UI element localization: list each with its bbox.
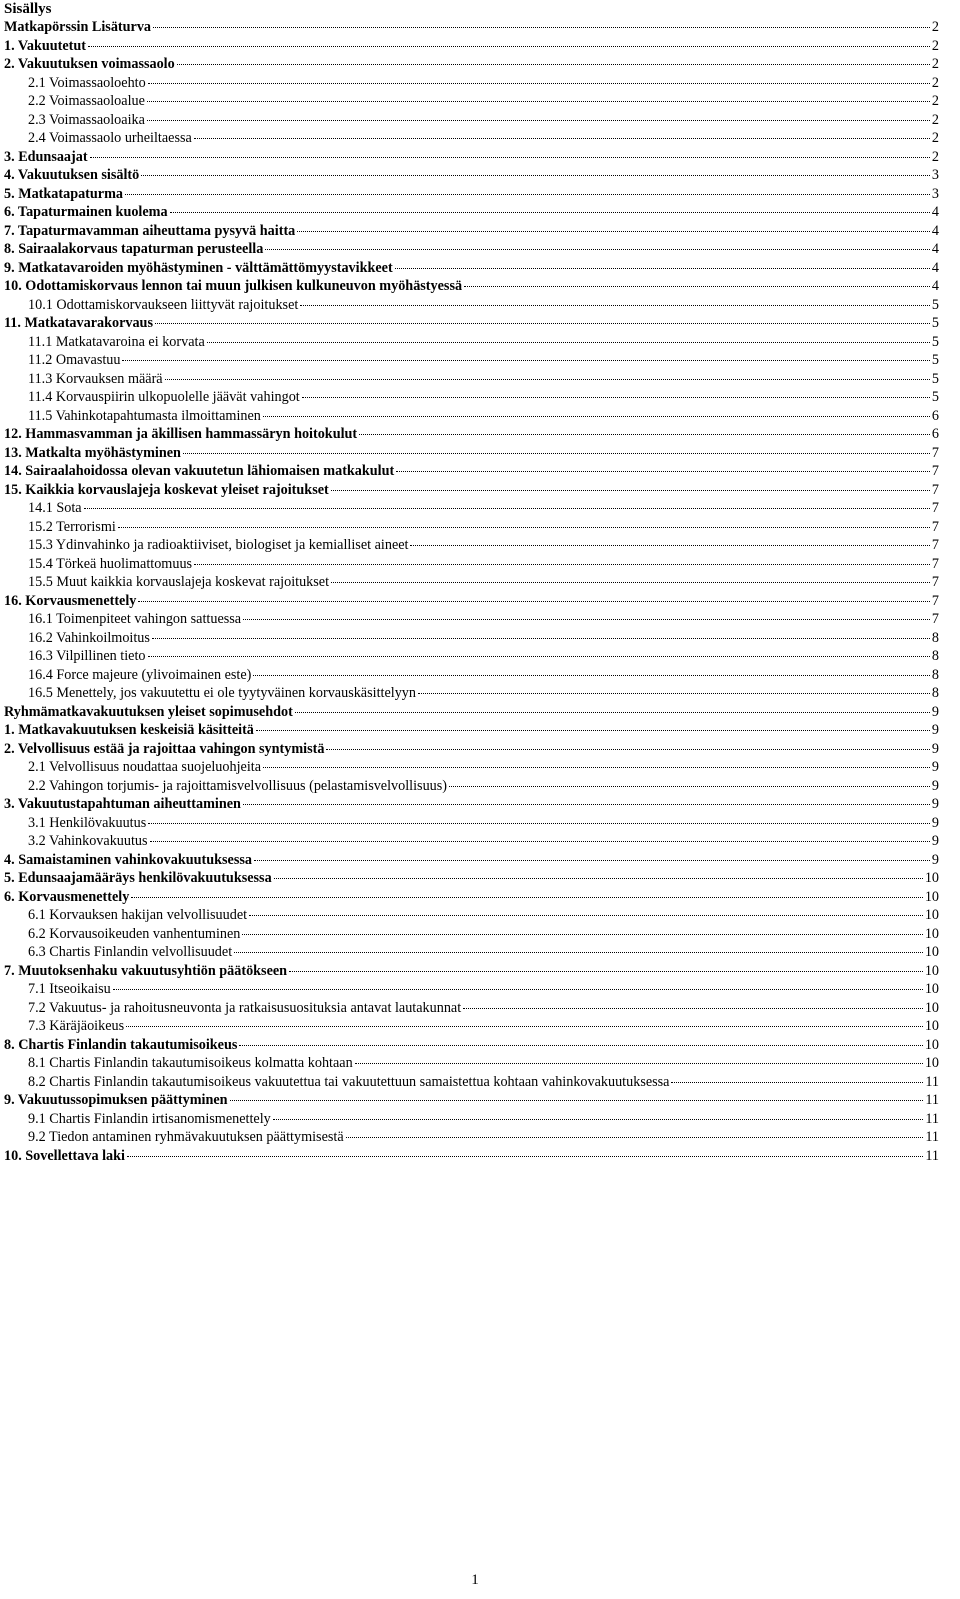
toc-entry[interactable] (4, 1017, 939, 1036)
toc-entry-page-number: 7 (931, 555, 939, 572)
toc-entry[interactable] (4, 425, 939, 444)
toc-entry-label: 2.2 Voimassaoloalue (28, 93, 145, 109)
toc-entry[interactable] (4, 647, 939, 666)
toc-entry-label: 15.2 Terrorismi (28, 518, 116, 535)
dot-leader (131, 897, 923, 898)
dot-leader (170, 212, 930, 213)
toc-entry-label: 14.1 Sota (28, 500, 82, 516)
toc-entry-page-number: 10 (924, 888, 939, 905)
toc-entry-label: 3. Edunsaajat (4, 148, 88, 165)
dot-leader (395, 268, 930, 269)
dot-leader (207, 342, 930, 343)
toc-entry[interactable] (4, 795, 939, 814)
dot-leader (88, 46, 930, 47)
toc-entry-label: 2. Velvollisuus estää ja rajoittaa vahingon syntymistä (4, 740, 325, 757)
toc-entry[interactable] (4, 518, 939, 537)
toc-entry-label: 6. Tapaturmainen kuolema (4, 204, 168, 220)
toc-entry-page-number: 5 (931, 370, 939, 387)
toc-entry-page-number: 11 (925, 1129, 939, 1145)
toc-entry-page-number: 9 (931, 740, 939, 757)
toc-entry-page-number: 10 (924, 981, 939, 997)
toc-entry-page-number: 7 (931, 611, 939, 627)
dot-leader (194, 564, 930, 565)
dot-leader (153, 27, 930, 28)
toc-entry-label: 16. Korvausmenettely (4, 592, 137, 609)
toc-entry-page-number: 9 (931, 722, 939, 738)
dot-leader (125, 194, 930, 195)
dot-leader (418, 693, 930, 694)
dot-leader (242, 934, 922, 935)
dot-leader (359, 434, 930, 435)
toc-entry-page-number: 2 (931, 74, 939, 91)
toc-entry[interactable] (4, 962, 939, 981)
dot-leader (243, 619, 930, 620)
toc-entry-label: 9.2 Tiedon antaminen ryhmävakuutuksen päättymisestä (28, 1129, 344, 1145)
dot-leader (148, 823, 930, 824)
toc-entry[interactable] (4, 555, 939, 574)
dot-leader (410, 545, 929, 546)
toc-entry[interactable] (4, 536, 939, 555)
dot-leader (148, 656, 930, 657)
toc-entry[interactable] (4, 943, 939, 962)
toc-entry-page-number: 7 (931, 592, 939, 609)
dot-leader (326, 749, 929, 750)
dot-leader (464, 286, 930, 287)
toc-entry[interactable] (4, 999, 939, 1018)
dot-leader (295, 712, 930, 713)
toc-entry[interactable] (4, 499, 939, 518)
dot-leader (243, 804, 930, 805)
toc-entry[interactable] (4, 703, 939, 722)
dot-leader (165, 379, 930, 380)
toc-entry-label: 8.1 Chartis Finlandin takautumisoikeus kolmatta kohtaan (28, 1055, 353, 1071)
toc-entry-label: 5. Matkatapaturma (4, 185, 124, 202)
dot-leader (141, 175, 930, 176)
toc-entry[interactable] (4, 148, 939, 167)
dot-leader (263, 416, 930, 417)
toc-entry-label: 2.1 Voimassaoloehto (28, 74, 146, 91)
toc-entry[interactable] (4, 351, 939, 370)
toc-entry-page-number: 9 (931, 703, 939, 720)
dot-leader (297, 231, 930, 232)
dot-leader (331, 582, 930, 583)
dot-leader (234, 952, 923, 953)
toc-entry[interactable] (4, 92, 939, 111)
toc-entry-page-number: 7 (931, 574, 939, 590)
toc-entry-page-number: 5 (931, 333, 939, 350)
toc-entry-label: 11.4 Korvauspiirin ulkopuolelle jäävät vahingot (28, 389, 300, 405)
toc-entry-label: 2.4 Voimassaolo urheiltaessa (28, 130, 192, 146)
toc-entry[interactable] (4, 55, 939, 74)
toc-entry[interactable] (4, 980, 939, 999)
toc-entry[interactable] (4, 370, 939, 389)
toc-entry-page-number: 10 (924, 907, 939, 923)
toc-entry[interactable] (4, 721, 939, 740)
toc-entry-label: 3.2 Vahinkovakuutus (28, 833, 148, 849)
toc-entry-label: 14. Sairaalahoidossa olevan vakuutetun lähiomaisen matkakulut (4, 463, 395, 479)
toc-entry[interactable] (4, 277, 939, 296)
dot-leader (147, 120, 930, 121)
toc-entry-label: 7. Muutoksenhaku vakuutusyhtiön päätökseen (4, 962, 288, 979)
toc-entry-page-number: 4 (931, 278, 939, 294)
toc-entry-page-number: 9 (931, 814, 939, 831)
toc-entry-label: 4. Samaistaminen vahinkovakuutuksessa (4, 851, 252, 868)
dot-leader (346, 1137, 924, 1138)
toc-entry[interactable] (4, 1110, 939, 1129)
toc-entry-page-number: 10 (924, 1055, 939, 1071)
toc-entry[interactable] (4, 74, 939, 93)
toc-entry[interactable] (4, 610, 939, 629)
toc-entry-label: 11.3 Korvauksen määrä (28, 370, 163, 387)
dot-leader (90, 157, 930, 158)
toc-entry[interactable] (4, 1036, 939, 1055)
toc-entry[interactable] (4, 814, 939, 833)
toc-entry-label: 15.4 Törkeä huolimattomuus (28, 555, 193, 572)
toc-entry-label: 12. Hammasvamman ja äkillisen hammassäryn hoitokulut (4, 426, 358, 442)
toc-entry-page-number: 2 (931, 93, 939, 109)
toc-entry-label: 2.3 Voimassaoloaika (28, 111, 145, 128)
dot-leader (177, 64, 930, 65)
toc-entry-page-number: 10 (924, 1018, 939, 1034)
dot-leader (113, 989, 923, 990)
dot-leader (155, 323, 930, 324)
toc-entry-label: 10.1 Odottamiskorvaukseen liittyvät rajoitukset (28, 296, 299, 313)
toc-entry-page-number: 6 (931, 407, 939, 424)
toc-entry-page-number: 11 (925, 1110, 939, 1127)
toc-entry-page-number: 10 (924, 944, 939, 960)
toc-heading: Sisällys (4, 1, 52, 17)
toc-entry[interactable] (4, 259, 939, 278)
toc-entry-page-number: 9 (931, 833, 939, 849)
dot-leader (463, 1008, 923, 1009)
toc-entry[interactable] (4, 1073, 939, 1092)
toc-entry[interactable] (4, 185, 939, 204)
toc-entry-label: 9.1 Chartis Finlandin irtisanomismenettely (28, 1110, 271, 1127)
dot-leader (239, 1045, 922, 1046)
toc-entry-label: 7.2 Vakuutus- ja rahoitusneuvonta ja ratkaisusuosituksia antavat lautakunnat (28, 999, 462, 1016)
toc-entry-label: 15.3 Ydinvahinko ja radioaktiiviset, biologiset ja kemialliset aineet (28, 537, 409, 553)
toc-entry[interactable] (4, 481, 939, 500)
toc-entry[interactable] (4, 592, 939, 611)
dot-leader (194, 138, 930, 139)
toc-entry-label: 7.3 Käräjäoikeus (28, 1018, 125, 1034)
dot-leader (289, 971, 923, 972)
toc-entry-page-number: 9 (931, 759, 939, 775)
toc-entry-page-number: 7 (931, 500, 939, 516)
toc-entry[interactable] (4, 37, 939, 56)
toc-entry-page-number: 3 (931, 167, 939, 183)
toc-entry[interactable] (4, 758, 939, 777)
toc-entry[interactable] (4, 407, 939, 426)
dot-leader (122, 360, 929, 361)
toc-entry-page-number: 5 (931, 296, 939, 313)
toc-entry-page-number: 11 (925, 1147, 939, 1164)
toc-entry-page-number: 9 (931, 851, 939, 868)
toc-entry[interactable] (4, 314, 939, 333)
toc-entry[interactable] (4, 129, 939, 148)
toc-entry[interactable] (4, 906, 939, 925)
toc-entry-page-number: 4 (931, 241, 939, 257)
dot-leader (147, 101, 930, 102)
toc-entry-label: 8. Sairaalakorvaus tapaturman perusteella (4, 241, 264, 257)
toc-entry[interactable] (4, 666, 939, 685)
toc-entry[interactable] (4, 166, 939, 185)
toc-entry-label: 16.1 Toimenpiteet vahingon sattuessa (28, 611, 242, 627)
toc-entry-page-number: 11 (925, 1092, 939, 1108)
toc-entry-label: 8.2 Chartis Finlandin takautumisoikeus vakuutettua tai vakuutettuun samaistettua kohtaan vahinkovakuutuksessa (28, 1073, 670, 1090)
toc-entry[interactable] (4, 444, 939, 463)
toc-entry-label: 2.2 Vahingon torjumis- ja rajoittamisvelvollisuus (pelastamisvelvollisuus) (28, 777, 448, 794)
toc-entry-label: 7.1 Itseoikaisu (28, 981, 111, 997)
toc-entry[interactable] (4, 684, 939, 703)
toc-entry-page-number: 8 (931, 666, 939, 683)
toc-entry[interactable] (4, 111, 939, 130)
toc-entry-page-number: 6 (931, 426, 939, 442)
toc-entry-page-number: 2 (931, 19, 939, 35)
dot-leader (148, 83, 930, 84)
toc-entry-page-number: 4 (931, 222, 939, 239)
toc-entry[interactable] (4, 333, 939, 352)
toc-entry-page-number: 10 (924, 925, 939, 942)
dot-leader (152, 638, 930, 639)
toc-entry-label: 9. Vakuutussopimuksen päättyminen (4, 1092, 228, 1108)
toc-entry[interactable] (4, 388, 939, 407)
toc-entry-page-number: 8 (931, 685, 939, 701)
toc-entry[interactable] (4, 1091, 939, 1110)
toc-entry-label: 16.5 Menettely, jos vakuutettu ei ole tyytyväinen korvauskäsittelyyn (28, 685, 416, 701)
toc-entry-label: Matkapörssin Lisäturva (4, 19, 152, 35)
dot-leader (127, 1156, 923, 1157)
toc-entry[interactable] (4, 1054, 939, 1073)
toc-entry-page-number: 2 (931, 111, 939, 128)
toc-entry-page-number: 8 (931, 629, 939, 646)
dot-leader (126, 1026, 923, 1027)
dot-leader (273, 1119, 924, 1120)
toc-entry-page-number: 3 (931, 185, 939, 202)
toc-entry-page-number: 7 (931, 518, 939, 535)
toc-entry[interactable] (4, 18, 939, 37)
dot-leader (256, 730, 930, 731)
toc-entry-page-number: 5 (931, 352, 939, 368)
toc-entry-label: 16.2 Vahinkoilmoitus (28, 629, 150, 646)
toc-entry-label: 15. Kaikkia korvauslajeja koskevat yleiset rajoitukset (4, 481, 329, 498)
dot-leader (249, 915, 923, 916)
toc-entry[interactable] (4, 203, 939, 222)
dot-leader (183, 453, 930, 454)
toc-entry-label: 6.1 Korvauksen hakijan velvollisuudet (28, 907, 248, 923)
toc-entry-page-number: 9 (931, 777, 939, 794)
toc-entry-page-number: 4 (931, 259, 939, 276)
toc-entry[interactable] (4, 629, 939, 648)
toc-entry-page-number: 10 (924, 999, 939, 1016)
dot-leader (253, 675, 930, 676)
page-number: 1 (471, 1572, 479, 1588)
toc-entry[interactable] (4, 462, 939, 481)
toc-entry-page-number: 7 (931, 444, 939, 461)
toc-entry-label: 3.1 Henkilövakuutus (28, 814, 147, 831)
dot-leader (138, 601, 930, 602)
toc-entry-page-number: 8 (931, 648, 939, 664)
toc-entry[interactable] (4, 222, 939, 241)
toc-entry-label: 2. Vakuutuksen voimassaolo (4, 56, 175, 72)
dot-leader (150, 841, 930, 842)
toc-entry[interactable] (4, 832, 939, 851)
dot-leader (671, 1082, 923, 1083)
toc-entry[interactable] (4, 240, 939, 259)
toc-entry-label: 13. Matkalta myöhästyminen (4, 444, 181, 461)
toc-entry-label: 15.5 Muut kaikkia korvauslajeja koskevat rajoitukset (28, 574, 330, 590)
toc-entry[interactable] (4, 1147, 939, 1166)
toc-entry-page-number: 7 (931, 463, 939, 479)
toc-entry-label: 6.3 Chartis Finlandin velvollisuudet (28, 944, 233, 960)
dot-leader (265, 249, 930, 250)
toc-entry[interactable] (4, 296, 939, 315)
toc-entry-label: Ryhmämatkavakuutuksen yleiset sopimusehdot (4, 703, 293, 720)
toc-entry[interactable] (4, 740, 939, 759)
dot-leader (300, 305, 930, 306)
table-of-contents (4, 18, 939, 1165)
toc-entry[interactable] (4, 925, 939, 944)
dot-leader (396, 471, 930, 472)
toc-entry-page-number: 4 (931, 204, 939, 220)
toc-entry-label: 6.2 Korvausoikeuden vanhentuminen (28, 925, 241, 942)
toc-entry-page-number: 7 (931, 481, 939, 498)
toc-entry-page-number: 7 (931, 537, 939, 553)
toc-entry-label: 7. Tapaturmavamman aiheuttama pysyvä haitta (4, 222, 296, 239)
toc-entry-label: 4. Vakuutuksen sisältö (4, 167, 140, 183)
dot-leader (302, 397, 930, 398)
toc-entry-label: 10. Sovellettava laki (4, 1147, 125, 1164)
toc-entry-page-number: 11 (925, 1073, 939, 1090)
dot-leader (263, 767, 930, 768)
toc-entry[interactable] (4, 869, 939, 888)
toc-entry-label: 16.4 Force majeure (ylivoimainen este) (28, 666, 252, 683)
dot-leader (254, 860, 930, 861)
toc-entry-page-number: 2 (931, 37, 939, 54)
toc-entry-label: 2.1 Velvollisuus noudattaa suojeluohjeita (28, 759, 262, 775)
dot-leader (331, 490, 930, 491)
toc-entry[interactable] (4, 851, 939, 870)
dot-leader (449, 786, 930, 787)
toc-entry-label: 8. Chartis Finlandin takautumisoikeus (4, 1036, 238, 1053)
toc-entry[interactable] (4, 1128, 939, 1147)
toc-entry-label: 11.1 Matkatavaroina ei korvata (28, 333, 205, 350)
toc-entry-page-number: 2 (931, 130, 939, 146)
toc-entry-label: 11. Matkatavarakorvaus (4, 315, 153, 331)
toc-entry-page-number: 9 (931, 796, 939, 812)
toc-entry-label: 9. Matkatavaroiden myöhästyminen - välttämättömyystavikkeet (4, 259, 393, 276)
toc-entry[interactable] (4, 777, 939, 796)
toc-entry-label: 11.5 Vahinkotapahtumasta ilmoittaminen (28, 407, 261, 424)
toc-entry-page-number: 10 (924, 1036, 939, 1053)
toc-entry[interactable] (4, 573, 939, 592)
toc-entry-label: 6. Korvausmenettely (4, 888, 130, 905)
toc-entry-page-number: 5 (931, 389, 939, 405)
toc-entry-label: 1. Vakuutetut (4, 37, 86, 54)
dot-leader (274, 878, 923, 879)
toc-entry-label: 16.3 Vilpillinen tieto (28, 648, 146, 664)
toc-entry[interactable] (4, 888, 939, 907)
toc-entry-page-number: 10 (924, 962, 939, 979)
dot-leader (355, 1063, 923, 1064)
toc-entry-label: 1. Matkavakuutuksen keskeisiä käsitteitä (4, 722, 254, 738)
dot-leader (118, 527, 930, 528)
toc-entry-page-number: 2 (931, 148, 939, 165)
toc-entry-page-number: 5 (931, 315, 939, 331)
toc-entry-label: 3. Vakuutustapahtuman aiheuttaminen (4, 796, 241, 812)
dot-leader (84, 508, 930, 509)
toc-entry-label: 11.2 Omavastuu (28, 352, 121, 368)
dot-leader (230, 1100, 924, 1101)
toc-entry-label: 5. Edunsaajamääräys henkilövakuutuksessa (4, 870, 272, 886)
toc-entry-page-number: 2 (931, 56, 939, 72)
toc-entry-page-number: 10 (924, 870, 939, 886)
toc-entry-label: 10. Odottamiskorvaus lennon tai muun julkisen kulkuneuvon myöhästyessä (4, 278, 463, 294)
